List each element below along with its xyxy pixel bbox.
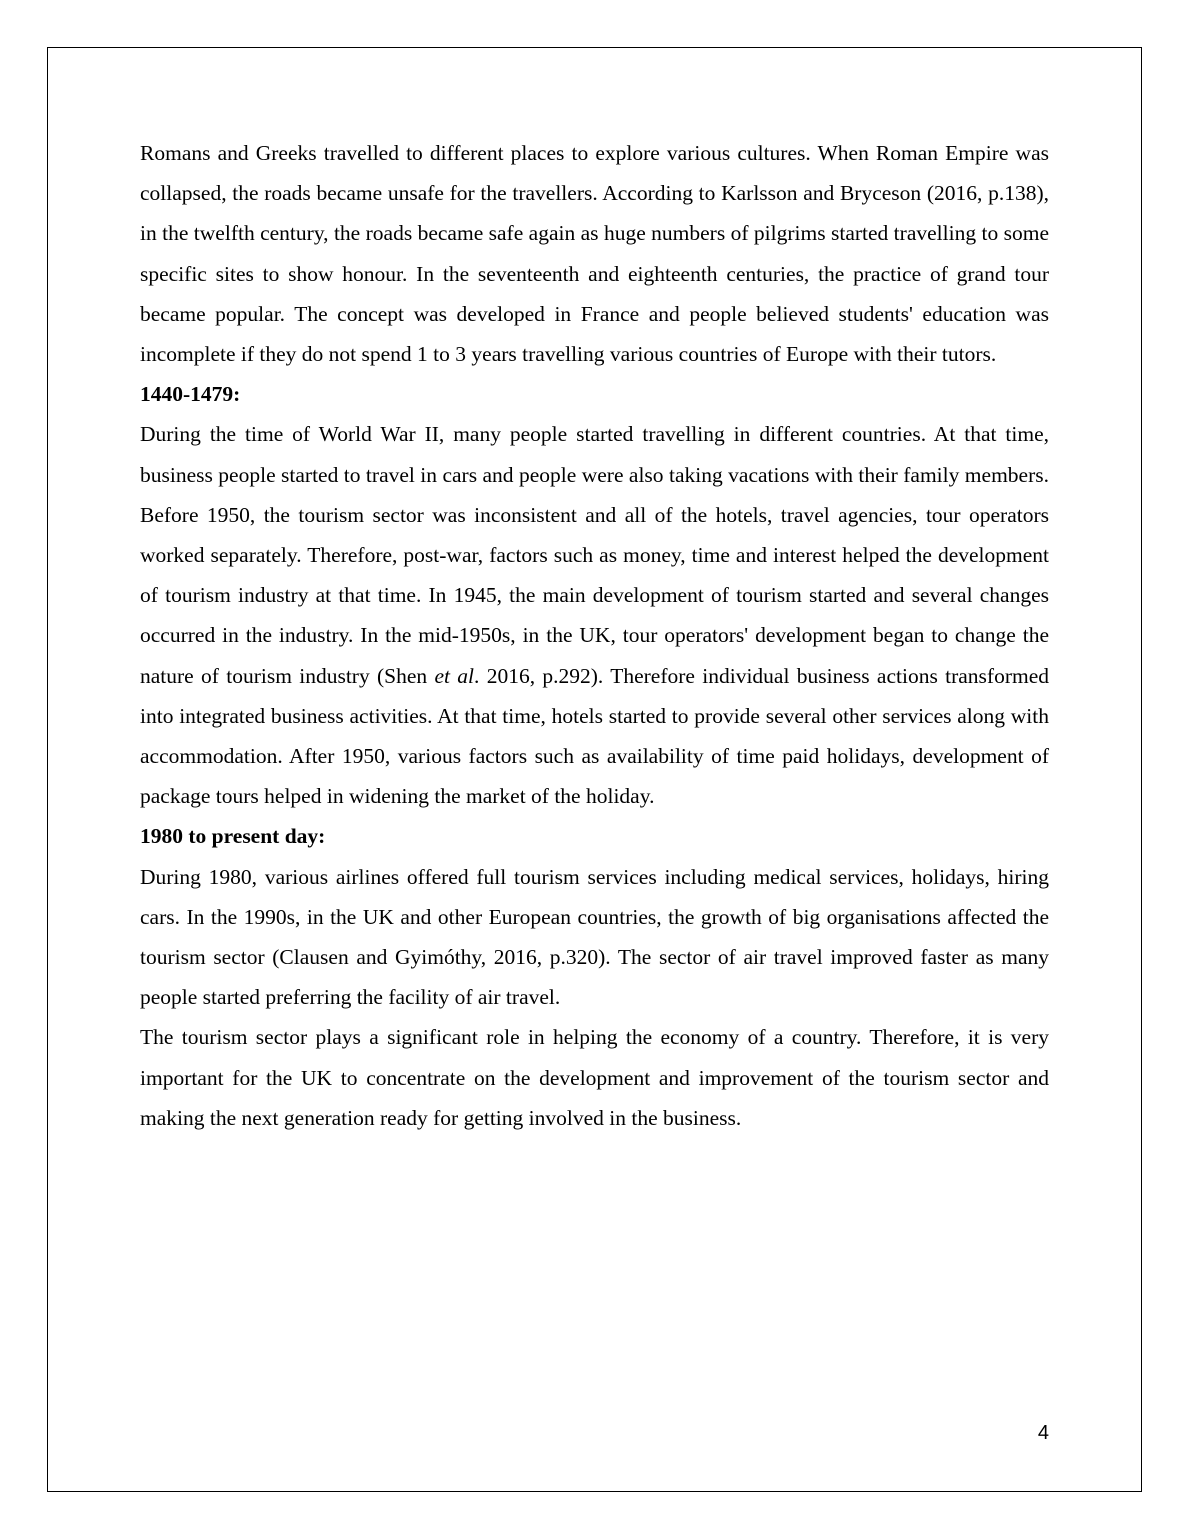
section-heading-1980-present: 1980 to present day: [140, 824, 326, 849]
paragraph-world-war-ii [140, 414, 1049, 816]
paragraph-text: During the time of World War II, many people started travelling in different countries. At that time, business people started to travel in cars and people were also taking vacations with their family members. Before 1950, the tourism sector was inconsistent and all of the hotels, travel agencies, tour operators worked separately. Therefore, post-war, factors such as money, time and interest helped the development of tourism industry at that time. In 1945, the main development of tourism started and several changes occurred in the industry. In the mid-1950s, in the UK, tour operators' development began to change the nature of tourism industry (Shen [140, 422, 1049, 688]
paragraph-ancient-travel: Romans and Greeks travelled to different places to explore various cultures. When Roman Empire was collapsed, the roads became unsafe for the travellers. According to Karlsson and Bryceson (2016, p.138), in the twelfth century, the roads became safe again as huge numbers of pilgrims started travelling to some specific sites to show honour. In the seventeenth and eighteenth centuries, the practice of grand tour became popular. The concept was developed in France and people believed students' education was incomplete if they do not spend 1 to 3 years travelling various countries of Europe with their tutors. [140, 141, 1049, 367]
paragraph-conclusion: The tourism sector plays a significant role in helping the economy of a country. Therefore, it is very important for the UK to concentrate on the development and improvement of the tourism sector and making the next generation ready for getting involved in the business. [140, 1025, 1049, 1130]
italic-citation: et al [434, 663, 475, 688]
paragraph-text: . 2016, p.292). Therefore individual business actions transformed into integrated business activities. At that time, hotels started to provide several other services along with accommodation. After 1950, various factors such as availability of time paid holidays, development of package tours helped in widening the market of the holiday. [140, 663, 1049, 809]
page-number: 4 [1037, 1422, 1049, 1444]
paragraph-1980-airlines: During 1980, various airlines offered full tourism services including medical services, holidays, hiring cars. In the 1990s, in the UK and other European countries, the growth of big organisations affected the tourism sector (Clausen and Gyimóthy, 2016, p.320). The sector of air travel improved faster as many people started preferring the facility of air travel. [140, 864, 1049, 1010]
document-body [140, 133, 1049, 1138]
section-heading-1440-1479: 1440-1479: [140, 382, 241, 407]
